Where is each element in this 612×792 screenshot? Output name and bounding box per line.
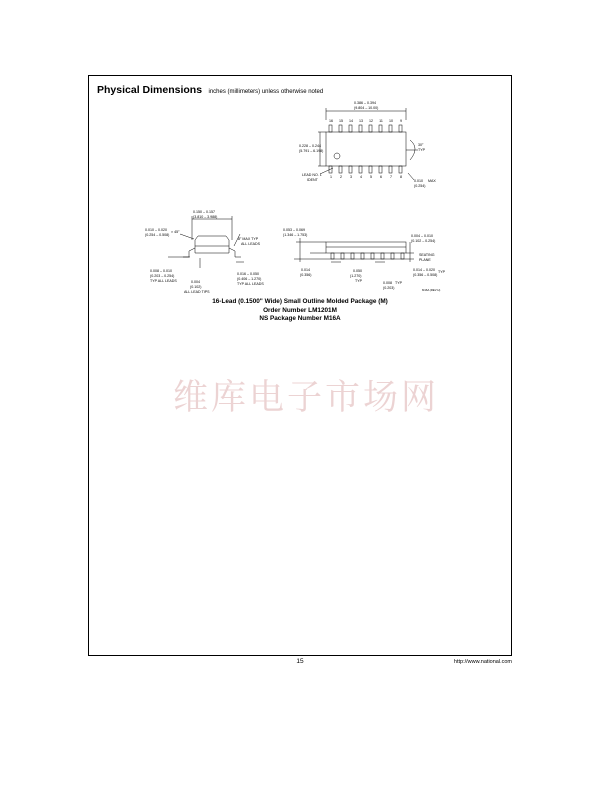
package-caption <box>88 298 512 324</box>
bottom-pin-row <box>329 166 402 173</box>
lead-w2-mm: (0.203) <box>383 286 395 290</box>
pitch-in: 0.050 <box>353 269 362 273</box>
chamfer-angle: × 45° <box>171 230 180 234</box>
section-title: Physical Dimensions <box>97 84 203 96</box>
pin-label-8: 8 <box>400 175 402 179</box>
top-length-in: 0.386 – 0.394 <box>354 101 376 105</box>
pin1-dot <box>334 153 340 159</box>
pin-label-1: 1 <box>330 175 332 179</box>
pin-label-10: 10 <box>389 119 393 123</box>
side-view-leads <box>331 253 404 259</box>
max-label: MAX <box>428 179 436 183</box>
watermark: 维库电子市场网 <box>172 378 439 418</box>
ident-label: IDENT <box>307 178 318 182</box>
pin-label-9: 9 <box>400 119 402 123</box>
end-width-mm: (3.810 – 3.988) <box>193 215 218 219</box>
top-view <box>318 108 418 180</box>
foot-in: 0.004 <box>191 280 200 284</box>
top-pin-row <box>329 125 402 132</box>
foot-note: ALL LEAD TIPS <box>184 290 210 294</box>
drawing-id: M16A (REV H) <box>422 288 441 292</box>
lead-thk-mm: (0.203 – 0.254) <box>150 274 175 278</box>
height-mm: (1.346 – 1.753) <box>283 233 308 237</box>
caption-line-1: 16-Lead (0.1500" Wide) Small Outline Molded Package (M) <box>212 298 388 305</box>
end-view-body <box>195 236 229 253</box>
pin-label-16: 16 <box>329 119 333 123</box>
pin-label-11: 11 <box>379 119 383 123</box>
height-in: 0.053 – 0.069 <box>283 228 305 232</box>
max-value: 0.010 <box>414 179 423 183</box>
lead-w2-note: TYP <box>395 281 402 285</box>
chamfer-mm: (0.254 – 0.508) <box>145 233 170 237</box>
lead-width-note: TYP <box>438 270 445 274</box>
lead-w-in: 0.014 <box>301 268 310 272</box>
draft-sub: ALL LEADS <box>241 242 261 246</box>
top-width-mm: (5.791 – 6.198) <box>299 149 324 153</box>
foot-len-mm: (0.406 – 1.270) <box>237 277 262 281</box>
chamfer-in: 0.010 – 0.020 <box>145 228 167 232</box>
foot-mm: (0.102) <box>190 285 202 289</box>
pin-label-15: 15 <box>339 119 343 123</box>
angle-label: 30° <box>418 143 424 147</box>
foot-len-in: 0.016 – 0.050 <box>237 272 259 276</box>
pitch-note: TYP <box>355 279 362 283</box>
angle-typ: TYP <box>418 148 425 152</box>
lead-w2-in: 0.008 <box>383 281 392 285</box>
lead-thk-note: TYP ALL LEADS <box>150 279 177 283</box>
top-view-labels <box>299 101 436 188</box>
pin-label-5: 5 <box>370 175 372 179</box>
caption-line-3: NS Package Number M16A <box>259 315 341 323</box>
lead-width-in: 0.014 – 0.020 <box>413 268 435 272</box>
lead1-label: LEAD NO. 1 <box>302 173 322 177</box>
pin-label-4: 4 <box>360 175 362 179</box>
lead-width-mm: (0.356 – 0.508) <box>413 273 438 277</box>
pin-label-14: 14 <box>349 119 353 123</box>
page-number: 15 <box>296 658 304 665</box>
side-view <box>294 238 414 262</box>
pin-label-6: 6 <box>380 175 382 179</box>
section-subtitle: inches (millimeters) unless otherwise noted <box>208 89 324 95</box>
pin-label-12: 12 <box>369 119 373 123</box>
side-view-labels <box>283 228 446 292</box>
pin-label-3: 3 <box>350 175 352 179</box>
top-width-in: 0.228 – 0.244 <box>299 144 321 148</box>
footer-url[interactable]: http://www.national.com <box>453 659 512 665</box>
standoff-mm: (0.102 – 0.254) <box>411 239 436 243</box>
pin-label-13: 13 <box>359 119 363 123</box>
end-width-in: 0.150 – 0.157 <box>193 210 215 214</box>
end-view-labels <box>145 210 264 294</box>
caption-line-2: Order Number LM1201M <box>263 306 337 314</box>
top-view-body <box>326 132 406 166</box>
max-mm: (0.254) <box>414 184 426 188</box>
top-length-mm: (9.804 – 10.00) <box>354 106 379 110</box>
end-view <box>168 216 244 268</box>
side-view-body <box>326 242 406 253</box>
pitch-mm: (1.270) <box>350 274 362 278</box>
pin-label-2: 2 <box>340 175 342 179</box>
pin-label-7: 7 <box>390 175 392 179</box>
standoff-in: 0.004 – 0.010 <box>411 234 433 238</box>
lead-w-mm: (0.356) <box>300 273 312 277</box>
draft-label: 8° MAX TYP <box>238 237 259 241</box>
plane-label: PLANE <box>419 258 431 262</box>
foot-len-note: TYP ALL LEADS <box>237 282 264 286</box>
seating-label: SEATING <box>419 253 435 257</box>
lead-thk-in: 0.008 – 0.010 <box>150 269 172 273</box>
